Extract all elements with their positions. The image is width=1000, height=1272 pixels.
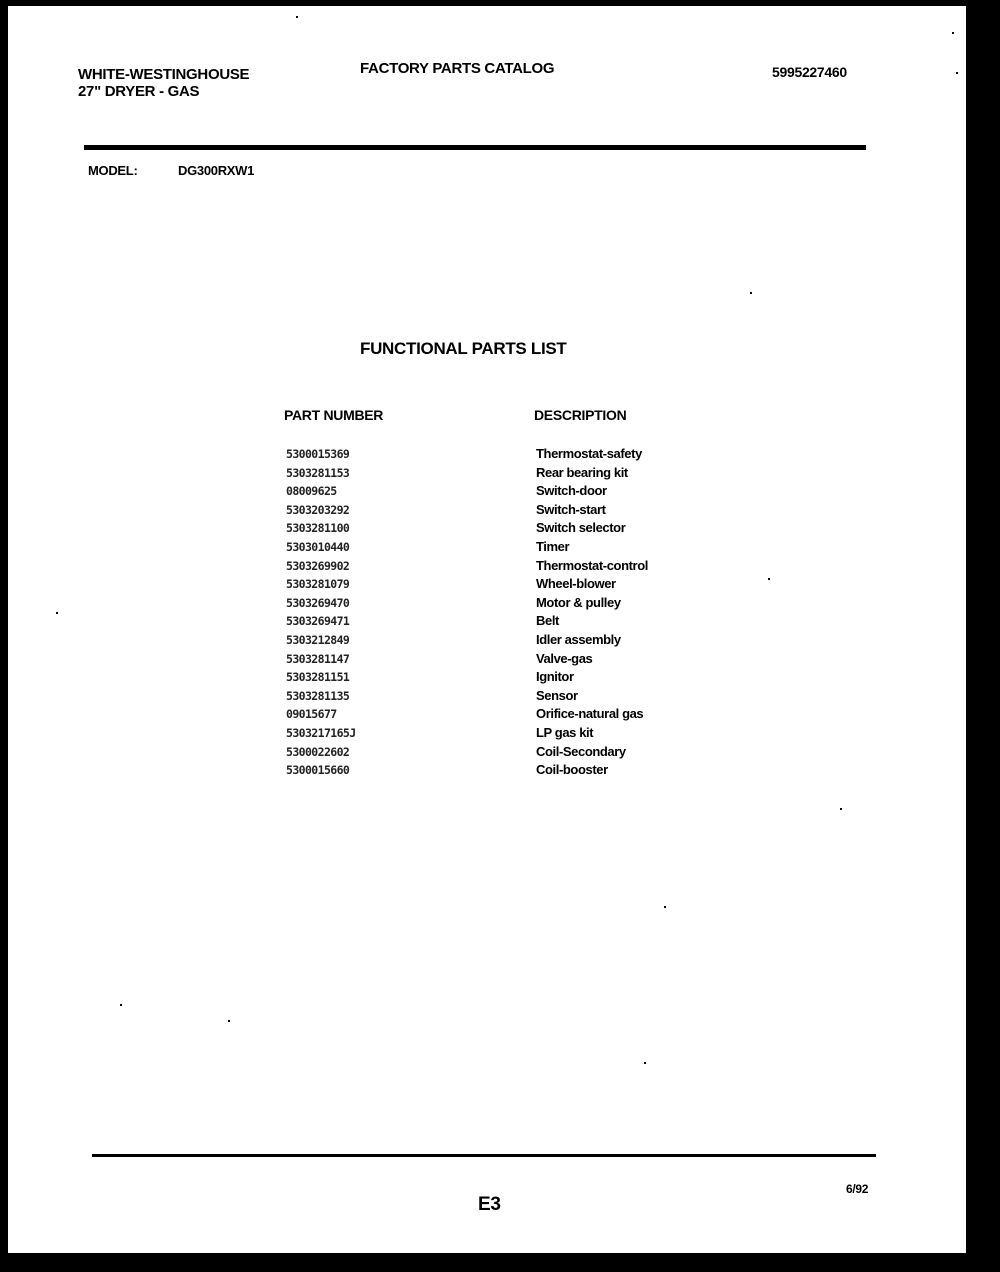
brand-name: WHITE-WESTINGHOUSE <box>78 66 250 83</box>
part-number: 5300015660 <box>286 763 350 778</box>
part-description: Thermostat-control <box>536 557 648 573</box>
document-number: 5995227460 <box>772 64 847 80</box>
part-number: 5303281153 <box>286 465 350 480</box>
catalog-page <box>8 6 980 1253</box>
scan-border-bottom <box>0 1253 1000 1272</box>
parts-row <box>8 761 968 780</box>
part-number: 5303281079 <box>286 577 350 592</box>
part-number: 5303212849 <box>286 632 350 647</box>
part-description: Rear bearing kit <box>536 464 628 480</box>
part-number-header: PART NUMBER <box>284 407 384 423</box>
section-title: FUNCTIONAL PARTS LIST <box>360 339 567 358</box>
parts-row <box>8 650 968 669</box>
part-description: Wheel-blower <box>536 576 616 592</box>
scan-speck <box>56 612 58 614</box>
parts-row <box>8 705 968 724</box>
part-description: Coil-Secondary <box>536 743 626 759</box>
parts-row <box>8 575 968 594</box>
part-number: 5303269902 <box>286 558 350 573</box>
part-description: Belt <box>536 613 559 629</box>
parts-row <box>8 724 968 743</box>
part-description: Coil-booster <box>536 762 608 778</box>
part-description: Switch selector <box>536 520 626 536</box>
part-number: 5303217165J <box>286 725 356 740</box>
part-number: 5303281100 <box>286 521 350 536</box>
part-description: Switch-start <box>536 501 606 517</box>
part-number: 5300022602 <box>286 744 350 759</box>
product-line: 27" DRYER - GAS <box>78 83 200 100</box>
scan-speck <box>952 32 954 34</box>
parts-row <box>8 482 968 501</box>
parts-row <box>8 743 968 762</box>
part-description: Idler assembly <box>536 631 621 647</box>
part-description: Valve-gas <box>536 650 593 666</box>
scan-speck <box>664 906 666 908</box>
part-description: Orifice-natural gas <box>536 706 644 722</box>
part-description: Motor & pulley <box>536 594 621 610</box>
part-number: 5303281135 <box>286 688 350 703</box>
part-description: Sensor <box>536 687 578 703</box>
footer-divider <box>92 1154 876 1157</box>
scan-border-right <box>966 6 1000 1272</box>
parts-row <box>8 594 968 613</box>
scan-speck <box>768 578 770 580</box>
header-divider <box>84 145 866 150</box>
parts-row <box>8 668 968 687</box>
model-label: MODEL: <box>88 163 138 178</box>
parts-row <box>8 464 968 483</box>
part-description: Thermostat-safety <box>536 446 642 461</box>
part-number: 5303010440 <box>286 539 350 554</box>
part-number: 09015677 <box>286 707 337 722</box>
part-number: 08009625 <box>286 484 337 499</box>
page-number: E3 <box>478 1194 501 1215</box>
part-number: 5303281147 <box>286 651 350 666</box>
parts-row <box>8 687 968 706</box>
part-number: 5303281151 <box>286 670 350 685</box>
parts-row <box>8 445 968 464</box>
part-number: 5303203292 <box>286 502 350 517</box>
scan-speck <box>228 1020 230 1022</box>
parts-row <box>8 631 968 650</box>
part-number: 5303269471 <box>286 614 350 629</box>
parts-row <box>8 557 968 576</box>
scan-speck <box>644 1062 646 1064</box>
brand-block <box>78 66 249 100</box>
part-description: Ignitor <box>536 669 574 685</box>
parts-row <box>8 538 968 557</box>
scan-speck <box>296 16 298 18</box>
revision-date: 6/92 <box>846 1182 869 1196</box>
parts-list <box>8 445 968 780</box>
scan-speck <box>840 808 842 810</box>
part-number: 5303269470 <box>286 595 350 610</box>
scan-speck <box>956 72 958 74</box>
part-number: 5300015369 <box>286 447 350 461</box>
part-description: LP gas kit <box>536 724 594 740</box>
parts-row <box>8 612 968 631</box>
part-description: Timer <box>536 538 570 554</box>
scan-speck <box>120 1004 122 1006</box>
description-header: DESCRIPTION <box>534 407 627 423</box>
parts-row <box>8 501 968 520</box>
parts-row <box>8 519 968 538</box>
part-description: Switch-door <box>536 483 607 499</box>
catalog-title: FACTORY PARTS CATALOG <box>360 60 555 77</box>
model-value: DG300RXW1 <box>178 163 255 178</box>
scan-speck <box>750 292 752 294</box>
